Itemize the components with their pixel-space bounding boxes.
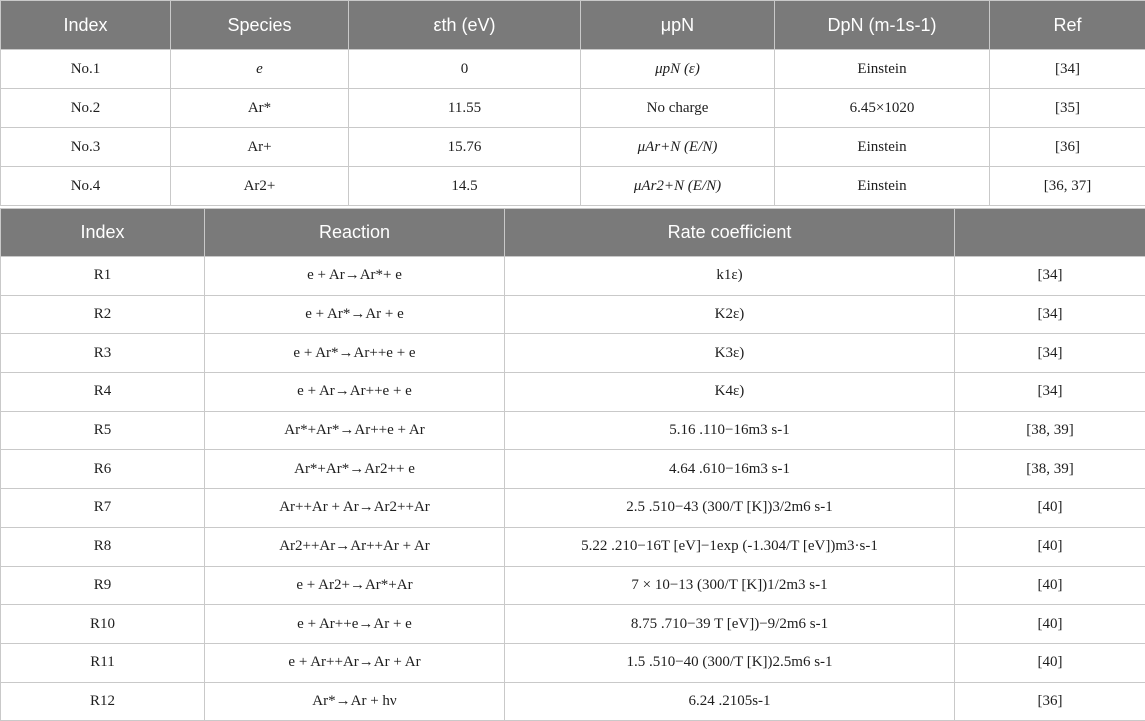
cell-ref: [36, 37]: [990, 167, 1145, 206]
cell-ref: [36]: [990, 128, 1145, 167]
header-index: Index: [1, 1, 171, 50]
cell-reaction: e + Ar→Ar*+ e: [205, 257, 505, 296]
cell-rate-coefficient: 8.75 .710−39 T [eV])−9/2m6 s-1: [505, 605, 955, 644]
species-row: [1, 167, 1145, 206]
cell-ref: [34]: [955, 257, 1145, 296]
cell-ref: [40]: [955, 527, 1145, 566]
cell-eth: 14.5: [349, 167, 581, 206]
cell-index: R2: [1, 295, 205, 334]
cell-mobility: μAr2+N (E/N): [581, 167, 775, 206]
cell-reaction: e + Ar++Ar→Ar + Ar: [205, 643, 505, 682]
cell-index: R9: [1, 566, 205, 605]
reaction-header-row: [1, 209, 1145, 257]
cell-ref: [34]: [955, 295, 1145, 334]
cell-rate-coefficient: 2.5 .510−43 (300/T [K])3/2m6 s-1: [505, 489, 955, 528]
reaction-row: [1, 411, 1145, 450]
cell-ref: [36]: [955, 682, 1145, 721]
cell-reaction: Ar2++Ar→Ar++Ar + Ar: [205, 527, 505, 566]
species-row: [1, 89, 1145, 128]
cell-ref: [34]: [955, 334, 1145, 373]
reaction-row: [1, 682, 1145, 721]
cell-rate-coefficient: k1ε): [505, 257, 955, 296]
cell-reaction: e + Ar2+→Ar*+Ar: [205, 566, 505, 605]
cell-ref: [40]: [955, 489, 1145, 528]
cell-rate-coefficient: K2ε): [505, 295, 955, 334]
species-row: [1, 128, 1145, 167]
cell-ref: [40]: [955, 643, 1145, 682]
header-ref: [955, 209, 1145, 257]
cell-ref: [38, 39]: [955, 450, 1145, 489]
cell-rate-coefficient: K4ε): [505, 373, 955, 412]
cell-reaction: e + Ar++e→Ar + e: [205, 605, 505, 644]
reaction-row: [1, 527, 1145, 566]
cell-ref: [34]: [955, 373, 1145, 412]
cell-species: e: [171, 50, 349, 89]
header-threshold-energy: [349, 1, 581, 50]
header-index: Index: [1, 209, 205, 257]
header-mobility: μpN: [581, 1, 775, 50]
cell-diffusion: Einstein: [775, 50, 990, 89]
cell-index: R10: [1, 605, 205, 644]
cell-eth: 0: [349, 50, 581, 89]
cell-index: R6: [1, 450, 205, 489]
cell-diffusion: Einstein: [775, 128, 990, 167]
reaction-row: [1, 566, 1145, 605]
cell-index: R8: [1, 527, 205, 566]
cell-index: No.2: [1, 89, 171, 128]
cell-index: R5: [1, 411, 205, 450]
cell-index: R7: [1, 489, 205, 528]
cell-reaction: Ar*→Ar + hν: [205, 682, 505, 721]
reaction-row: [1, 373, 1145, 412]
cell-reaction: e + Ar*→Ar + e: [205, 295, 505, 334]
cell-mobility: μpN (ε): [581, 50, 775, 89]
reaction-row: [1, 257, 1145, 296]
cell-reaction: Ar++Ar + Ar→Ar2++Ar: [205, 489, 505, 528]
cell-ref: [35]: [990, 89, 1145, 128]
reaction-row: [1, 450, 1145, 489]
reaction-row: [1, 643, 1145, 682]
cell-rate-coefficient: 1.5 .510−40 (300/T [K])2.5m6 s-1: [505, 643, 955, 682]
cell-rate-coefficient: K3ε): [505, 334, 955, 373]
cell-mobility: μAr+N (E/N): [581, 128, 775, 167]
cell-ref: [38, 39]: [955, 411, 1145, 450]
cell-index: R11: [1, 643, 205, 682]
cell-index: R12: [1, 682, 205, 721]
cell-index: No.4: [1, 167, 171, 206]
cell-diffusion: 6.45×1020: [775, 89, 990, 128]
cell-mobility: No charge: [581, 89, 775, 128]
cell-index: R3: [1, 334, 205, 373]
cell-eth: 15.76: [349, 128, 581, 167]
cell-diffusion: Einstein: [775, 167, 990, 206]
cell-reaction: Ar*+Ar*→Ar2++ e: [205, 450, 505, 489]
cell-rate-coefficient: 7 × 10−13 (300/T [K])1/2m3 s-1: [505, 566, 955, 605]
cell-eth: 11.55: [349, 89, 581, 128]
cell-ref: [40]: [955, 566, 1145, 605]
header-reaction: Reaction: [205, 209, 505, 257]
cell-index: R1: [1, 257, 205, 296]
cell-rate-coefficient: 6.24 .2105s-1: [505, 682, 955, 721]
header-rate-coefficient: Rate coefficient: [505, 209, 955, 257]
cell-index: No.3: [1, 128, 171, 167]
cell-ref: [34]: [990, 50, 1145, 89]
reaction-row: [1, 295, 1145, 334]
header-threshold-energy-text: εth (eV): [433, 15, 495, 35]
species-row: [1, 50, 1145, 89]
cell-reaction: e + Ar*→Ar++e + e: [205, 334, 505, 373]
cell-ref: [40]: [955, 605, 1145, 644]
cell-reaction: Ar*+Ar*→Ar++e + Ar: [205, 411, 505, 450]
cell-species: Ar2+: [171, 167, 349, 206]
reaction-row: [1, 489, 1145, 528]
reaction-table: [0, 208, 1145, 721]
cell-index: R4: [1, 373, 205, 412]
reaction-row: [1, 334, 1145, 373]
cell-index: No.1: [1, 50, 171, 89]
cell-rate-coefficient: 4.64 .610−16m3 s-1: [505, 450, 955, 489]
cell-rate-coefficient: 5.22 .210−16T [eV]−1exp (-1.304/T [eV])m3·s-1: [505, 527, 955, 566]
reaction-row: [1, 605, 1145, 644]
header-ref: Ref: [990, 1, 1145, 50]
reaction-body: [1, 257, 1145, 721]
header-species: Species: [171, 1, 349, 50]
header-diffusion: DpN (m-1s-1): [775, 1, 990, 50]
cell-species: Ar*: [171, 89, 349, 128]
cell-species: Ar+: [171, 128, 349, 167]
species-header-row: [1, 1, 1145, 50]
species-table: [0, 0, 1145, 206]
cell-reaction: e + Ar→Ar++e + e: [205, 373, 505, 412]
cell-rate-coefficient: 5.16 .110−16m3 s-1: [505, 411, 955, 450]
